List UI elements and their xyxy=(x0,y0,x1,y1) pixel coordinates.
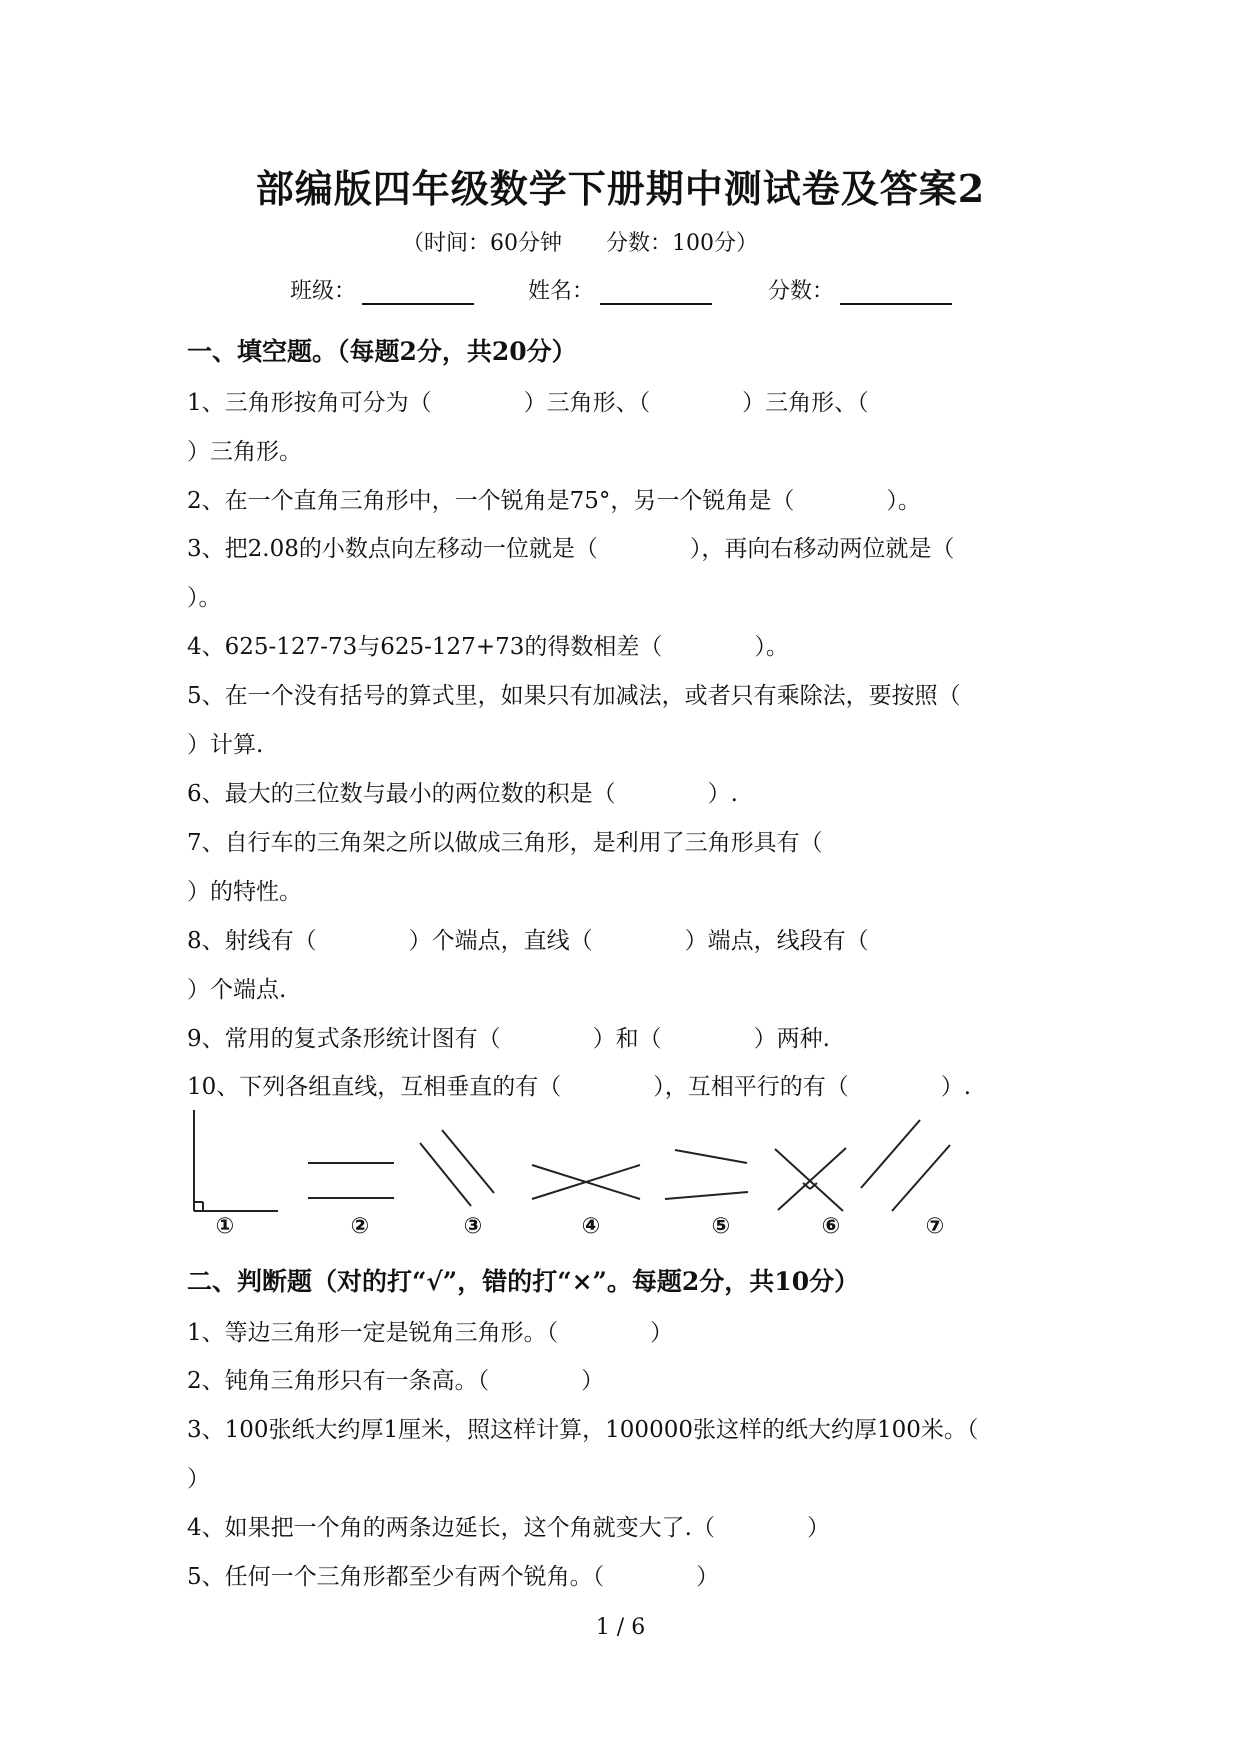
exam-meta: （时间：60分钟 分数：100分） xyxy=(402,231,758,256)
page-title: 部编版四年级数学下册期中测试卷及答案2 xyxy=(255,166,986,211)
question-line: 3、把2.08的小数点向左移动一位就是（ ），再向右移动两位就是（ xyxy=(187,536,955,562)
line-pair-3 xyxy=(420,1130,494,1239)
question-line: ）三角形。 xyxy=(187,439,302,465)
question-line: 2、在一个直角三角形中，一个锐角是75°，另一个锐角是（ ）。 xyxy=(187,488,921,514)
question-line: 7、自行车的三角架之所以做成三角形，是利用了三角形具有（ xyxy=(187,830,823,856)
line-pair-5 xyxy=(665,1150,748,1239)
question-line: 6、最大的三位数与最小的两位数的积是（ ）. xyxy=(187,781,738,807)
question-line: 5、任何一个三角形都至少有两个锐角。（ ） xyxy=(187,1564,720,1590)
score-field xyxy=(768,274,952,305)
line-pair-label: ③ xyxy=(463,1214,483,1239)
line-pair-6-b xyxy=(778,1148,846,1210)
line-pair-5-top xyxy=(675,1150,747,1163)
line-pair-label: ⑦ xyxy=(925,1214,945,1239)
question-line: 1、三角形按角可分为（ ）三角形、（ ）三角形、（ xyxy=(187,390,869,416)
class-label: 班级： xyxy=(290,279,357,304)
question-line: ）计算. xyxy=(187,732,264,758)
name-blank[interactable] xyxy=(600,279,712,305)
line-pair-1 xyxy=(194,1110,278,1239)
name-label: 姓名： xyxy=(528,279,595,304)
name-field xyxy=(528,274,712,305)
line-pair-7-left xyxy=(861,1120,920,1188)
score-blank[interactable] xyxy=(840,279,952,305)
question-line: 10、下列各组直线，互相垂直的有（ ），互相平行的有（ ）. xyxy=(187,1074,972,1100)
line-pair-label: ⑥ xyxy=(821,1214,841,1239)
line-pair-7-right xyxy=(892,1145,950,1211)
question-line: ）。 xyxy=(187,585,222,611)
class-blank[interactable] xyxy=(362,279,474,305)
question-line: 5、在一个没有括号的算式里，如果只有加减法，或者只有乘除法，要按照（ xyxy=(187,683,961,709)
class-field xyxy=(290,274,474,305)
line-pair-label: ④ xyxy=(581,1214,601,1239)
line-pair-6 xyxy=(775,1148,846,1239)
question-line: 2、钝角三角形只有一条高。（ ） xyxy=(187,1368,605,1394)
line-pair-label: ① xyxy=(215,1214,235,1239)
question-line: ）个端点. xyxy=(187,977,287,1003)
line-pair-5-bottom xyxy=(665,1192,748,1199)
line-pair-label: ⑤ xyxy=(711,1214,731,1239)
question-line: ）的特性。 xyxy=(187,879,302,905)
line-pair-4 xyxy=(532,1165,640,1239)
line-pair-2 xyxy=(308,1163,394,1239)
line-pair-3-right xyxy=(442,1130,494,1193)
section-heading-true-false: 二、判断题（对的打“√”，错的打“×”。每题2分，共10分） xyxy=(187,1267,860,1296)
question-line: 4、如果把一个角的两条边延长，这个角就变大了.（ ） xyxy=(187,1515,830,1541)
line-pair-label: ② xyxy=(350,1214,370,1239)
question-line: 8、射线有（ ）个端点，直线（ ）端点，线段有（ xyxy=(187,928,869,954)
line-pairs-figure xyxy=(180,1105,960,1240)
question-line: 4、625-127-73与625-127+73的得数相差（ ）。 xyxy=(187,634,789,660)
line-pair-3-left xyxy=(420,1143,471,1206)
line-pair-7 xyxy=(861,1120,950,1239)
question-line: ） xyxy=(187,1466,210,1492)
section-heading-fill-in: 一、填空题。（每题2分，共20分） xyxy=(187,337,577,366)
question-line: 3、100张纸大约厚1厘米，照这样计算，100000张这样的纸大约厚100米。（ xyxy=(187,1417,979,1443)
page-number: 1 / 6 xyxy=(595,1615,646,1640)
score-label: 分数： xyxy=(768,279,835,304)
question-line: 9、常用的复式条形统计图有（ ）和（ ）两种. xyxy=(187,1026,830,1052)
question-line: 1、等边三角形一定是锐角三角形。（ ） xyxy=(187,1320,674,1346)
line-pair-6-a xyxy=(775,1149,843,1211)
